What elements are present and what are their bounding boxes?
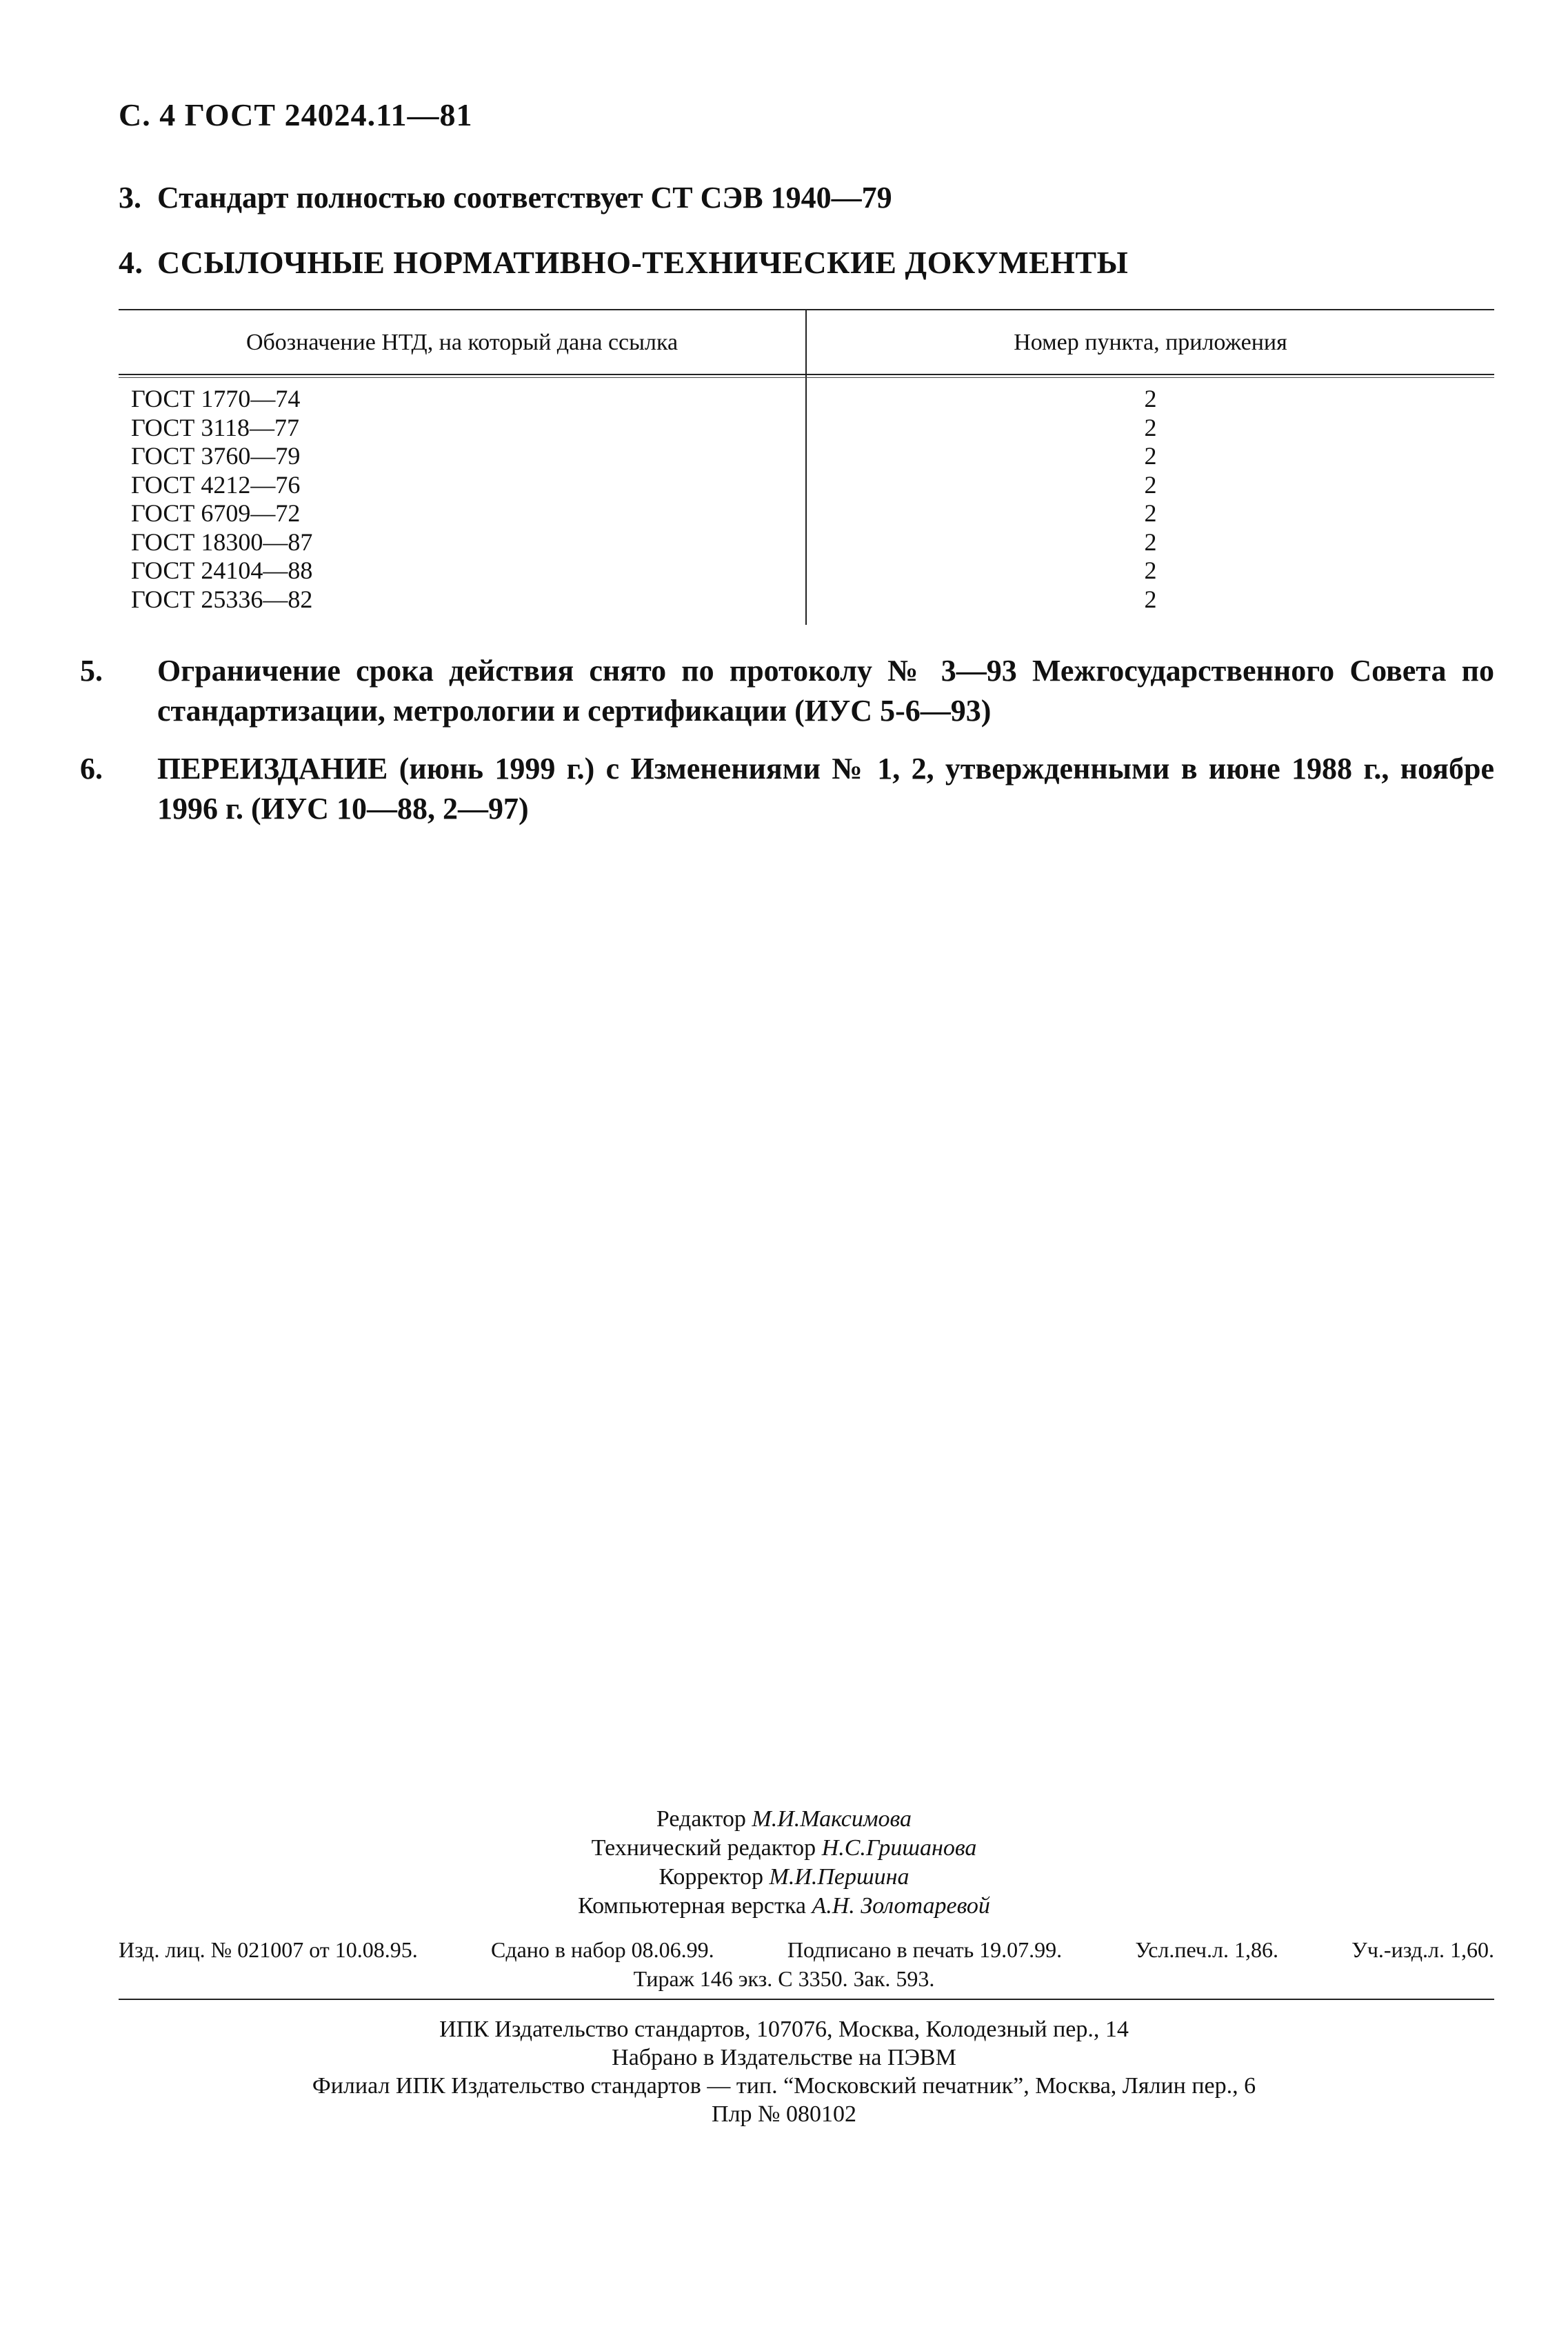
- table-cell-ref: 2: [1144, 413, 1157, 441]
- table-row: [119, 528, 1494, 557]
- table-row: [119, 442, 1494, 471]
- footer-rule: [119, 1999, 1494, 2000]
- table-cell-doc: ГОСТ 3760—79: [131, 442, 301, 470]
- table-cell-doc: ГОСТ 4212—76: [131, 470, 301, 499]
- publishing-typeset-date: Сдано в набор 08.06.99.: [490, 1937, 714, 1962]
- credit-role: Технический редактор: [591, 1835, 816, 1861]
- section-3-number: 3.: [119, 181, 141, 214]
- table-cell-doc: ГОСТ 24104—88: [131, 557, 313, 584]
- publishing-license: Изд. лиц. № 021007 от 10.08.95.: [119, 1937, 418, 1962]
- credit-role: Корректор: [659, 1864, 763, 1890]
- credit-role: Редактор: [656, 1806, 746, 1832]
- table-header-rule-secondary: [119, 377, 1494, 378]
- section-5-number: 5.: [80, 654, 103, 688]
- section-4-heading: [119, 243, 1494, 283]
- table-row: [119, 586, 1494, 614]
- table-header-ref: Номер пункта, приложения: [1014, 330, 1287, 355]
- section-4-text: ССЫЛОЧНЫЕ НОРМАТИВНО-ТЕХНИЧЕСКИЕ ДОКУМЕНТЫ: [157, 245, 1129, 280]
- section-6-paragraph: [80, 749, 1494, 829]
- table-cell-doc: ГОСТ 1770—74: [131, 385, 301, 412]
- credit-editor: [0, 1805, 1568, 1834]
- credit-person: Н.С.Гришанова: [821, 1835, 977, 1861]
- credit-person: А.Н. Золотаревой: [812, 1893, 990, 1919]
- reference-documents-table: [119, 309, 1494, 625]
- credit-proofreader: [0, 1863, 1568, 1892]
- table-row: [119, 414, 1494, 443]
- publishing-info-line-1: [119, 1935, 1494, 1964]
- section-4-number: 4.: [119, 245, 143, 280]
- table-cell-ref: 2: [1144, 528, 1157, 556]
- table-body: [119, 385, 1494, 614]
- publishing-print-sheets: Усл.печ.л. 1,86.: [1135, 1937, 1278, 1962]
- table-cell-ref: 2: [1144, 557, 1157, 584]
- credit-layout: [0, 1892, 1568, 1921]
- credit-person: М.И.Першина: [769, 1864, 909, 1890]
- table-cell-ref: 2: [1144, 470, 1157, 499]
- page-header: С. 4 ГОСТ 24024.11—81: [119, 97, 473, 132]
- section-5-text: Ограничение срока действия снято по протоколу № 3—93 Межгосударственного Совета по стандартизации, метрологии и сертификации (ИУС 5-6—93): [157, 654, 1494, 728]
- table-cell-doc: ГОСТ 3118—77: [131, 413, 300, 441]
- table-header-rule: [119, 374, 1494, 375]
- table-header-doc: Обозначение НТД, на который дана ссылка: [245, 330, 679, 355]
- table-cell-ref: 2: [1144, 585, 1157, 613]
- section-5: [80, 651, 1494, 731]
- table-cell-ref: 2: [1144, 385, 1157, 412]
- table-row: [119, 557, 1494, 586]
- footer-line: Плр № 080102: [712, 2101, 856, 2127]
- credit-role: Компьютерная верстка: [578, 1893, 806, 1919]
- section-3-text: Стандарт полностью соответствует СТ СЭВ 1940—79: [157, 181, 892, 214]
- credit-technical-editor: [0, 1834, 1568, 1863]
- footer-line: Филиал ИПК Издательство стандартов — тип. “Московский печатник”, Москва, Лялин пер., 6: [312, 2073, 1256, 2099]
- section-6: [80, 749, 1494, 829]
- section-6-text: ПЕРЕИЗДАНИЕ (июнь 1999 г.) с Изменениями № 1, 2, утвержденными в июне 1988 г., ноябре 1996 г. (ИУС 10—88, 2—97): [157, 752, 1494, 826]
- table-row: [119, 471, 1494, 500]
- table-row: [119, 499, 1494, 528]
- table-cell-ref: 2: [1144, 442, 1157, 470]
- editorial-credits: [0, 1805, 1568, 1921]
- publishing-print-date: Подписано в печать 19.07.99.: [787, 1937, 1063, 1962]
- credit-person: М.И.Максимова: [752, 1806, 912, 1832]
- table-cell-doc: ГОСТ 25336—82: [131, 585, 313, 613]
- table-cell-ref: 2: [1144, 499, 1157, 527]
- publishing-info-line-2: Тираж 146 экз. С 3350. Зак. 593.: [633, 1966, 935, 1991]
- publisher-footer: [0, 2015, 1568, 2128]
- section-5-paragraph: [80, 651, 1494, 731]
- publishing-edit-sheets: Уч.-изд.л. 1,60.: [1351, 1937, 1494, 1962]
- table-cell-doc: ГОСТ 6709—72: [131, 499, 301, 527]
- footer-line: ИПК Издательство стандартов, 107076, Москва, Колодезный пер., 14: [439, 2017, 1129, 2042]
- footer-line: Набрано в Издательстве на ПЭВМ: [612, 2045, 956, 2070]
- section-3: [119, 178, 1494, 218]
- section-6-number: 6.: [80, 752, 103, 786]
- table-row: [119, 385, 1494, 414]
- table-cell-doc: ГОСТ 18300—87: [131, 528, 313, 556]
